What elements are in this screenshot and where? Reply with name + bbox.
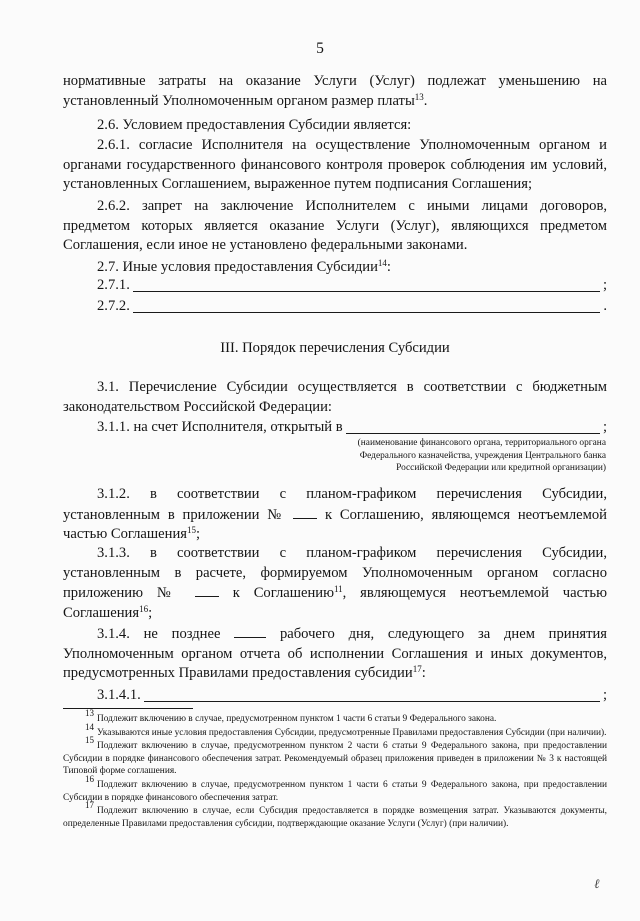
fill-row-3-1-4-1: 3.1.4.1. ; <box>63 686 607 706</box>
blank-line-2-7-1[interactable] <box>133 291 600 292</box>
label-3-1-1: 3.1.1. на счет Исполнителя, открытый в <box>97 419 343 436</box>
body-block-top <box>63 72 607 111</box>
footnote-15: $^{15}$Подлежит включению в случае, предусмотренном пунктом 2 части 6 статьи 9 Федерального закона, при предоставлении Субсидии в порядке финансового обеспечения затрат. Рекомендуемый образец приложения приведен в приложении № 3 к настоящей Типовой форме соглашения. <box>63 735 607 777</box>
fill-row-2-7-2: 2.7.2. . <box>63 297 607 317</box>
blank-line-2-7-2[interactable] <box>133 312 601 313</box>
paragraph-continuation: нормативные затраты на оказание Услуги (Услуг) подлежат уменьшению на установленный Уполномоченным органом размер платы$^{13}$. <box>63 73 607 109</box>
body-block-3-1-4 <box>63 624 607 684</box>
body-block-2-6 <box>63 116 607 136</box>
field-caption-3-1-1: (наименование финансового органа, территориального органа Федерального казначейства, учреждения Центрального банка Российской Федерации или кредитной организации) <box>357 438 606 474</box>
paragraph-2-7: 2.7. Иные условия предоставления Субсидии$^{14}$: <box>97 258 391 275</box>
footnote-separator <box>63 708 193 709</box>
section-heading: III. Порядок перечисления Субсидии <box>220 340 450 356</box>
body-block-3-1 <box>63 378 607 417</box>
footnote-13: $^{13}$Подлежит включению в случае, предусмотренном пунктом 1 части 6 статьи 9 Федерального закона. <box>85 708 497 724</box>
footnote-17: $^{17}$Подлежит включению в случае, если Субсидия предоставляется в порядке возмещения затрат. Указываются документы, определенные Правилами предоставления субсидии, подтверждающие оказание Услуги (Услуг) (при наличии). <box>63 800 607 829</box>
label-3-1-4-1: 3.1.4.1. <box>97 687 141 704</box>
section-heading-block <box>63 339 607 359</box>
footnote-16: $^{16}$Подлежит включению в случае, предусмотренном пунктом 1 части 6 статьи 9 Федерального закона, при предоставлении Субсидии в порядке финансового обеспечения затрат. <box>63 773 607 803</box>
blank-line-3-1-4-1[interactable] <box>144 701 600 702</box>
paragraph-3-1-2: 3.1.2. в соответствии с планом-графиком перечисления Субсидии, установленным в приложении № к Соглашению, являющемся неотъемлемой частью Соглашения$^{15}$; <box>63 486 607 543</box>
body-block-2-6-1 <box>63 136 607 195</box>
paragraph-2-6-1: 2.6.1. согласие Исполнителя на осуществление Уполномоченным органом и органами государственного финансового контроля проверок соблюдения им условий, установленных Соглашением, выраженное путем подписания Соглашения; <box>63 137 607 193</box>
label-2-7-2: 2.7.2. <box>97 298 130 315</box>
blank-appendix-number-3-1-2[interactable] <box>293 505 317 519</box>
body-block-3-1-3 <box>63 544 607 623</box>
paragraph-3-1-3: 3.1.3. в соответствии с планом-графиком перечисления Субсидии, установленным в расчете, формируемом Уполномоченным органом согласно приложению № к Соглашению$^{11}$, являющемуся неотъемлемой частью Соглашения$^{16}$; <box>63 545 607 621</box>
caption-block-3-1-1 <box>63 437 607 475</box>
page-number: 5 <box>316 40 324 57</box>
fill-row-3-1-1: 3.1.1. на счет Исполнителя, открытый в ; <box>63 418 607 438</box>
body-block-2-6-2 <box>63 197 607 256</box>
footnotes <box>63 708 607 831</box>
paragraph-2-6-2: 2.6.2. запрет на заключение Исполнителем с иными лицами договоров, предметом которых является оказание Услуги (Услуг), являющихся предметом Соглашения, если иное не установлено федеральными законами. <box>63 198 607 254</box>
footnote-14: $^{14}$Указываются иные условия предоставления Субсидии, предусмотренные Правилами предоставления Субсидии (при наличии). <box>85 721 607 738</box>
label-2-7-1: 2.7.1. <box>97 277 130 294</box>
handwritten-mark: ℓ <box>594 876 600 891</box>
body-block-3-1-2 <box>63 485 607 545</box>
paragraph-2-6: 2.6. Условием предоставления Субсидии является: <box>97 117 412 133</box>
paragraph-3-1-4: 3.1.4. не позднее рабочего дня, следующего за днем принятия Уполномоченным органом отчета об исполнении Соглашения и иных документов, предусмотренных Правилами предоставления субсидии$^{17}$: <box>63 626 608 682</box>
paragraph-3-1: 3.1. Перечисление Субсидии осуществляется в соответствии с бюджетным законодательством Российской Федерации: <box>63 379 607 415</box>
blank-working-days-3-1-4[interactable] <box>234 624 266 638</box>
body-block-2-7 <box>63 258 607 278</box>
fill-row-2-7-1: 2.7.1. ; <box>63 276 607 296</box>
blank-line-3-1-1[interactable] <box>346 433 600 434</box>
blank-appendix-number-3-1-3[interactable] <box>195 583 219 597</box>
